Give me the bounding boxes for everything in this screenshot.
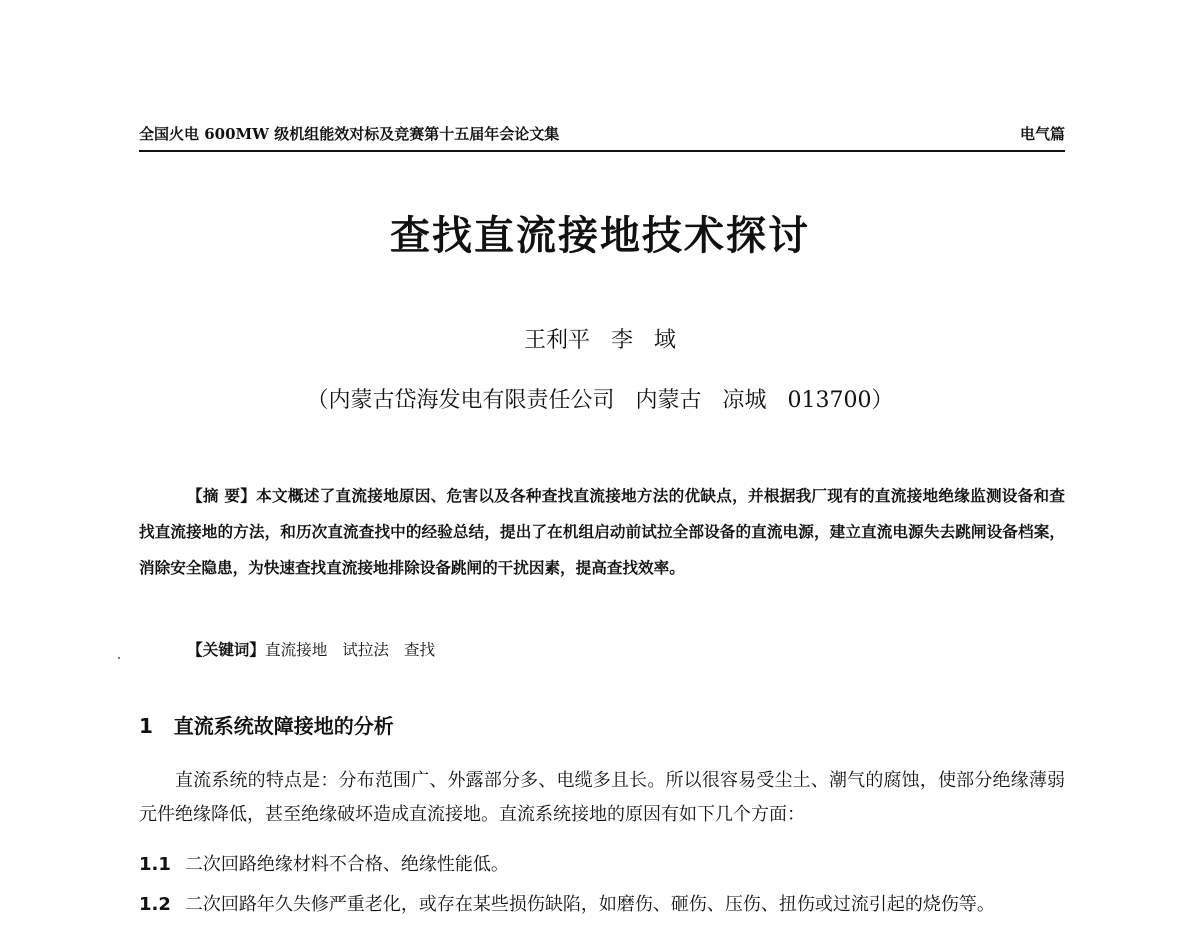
item-text: 二次回路年久失修严重老化，或存在某些损伤缺陷，如磨伤、砸伤、压伤、扭伤或过流引起的烧伤等。 [184,894,995,915]
authors: 王利平 李 域 [524,328,676,353]
affiliation: （内蒙古岱海发电有限责任公司 内蒙古 凉城 013700） [306,388,894,413]
body-paragraph: 直流系统的特点是：分布范围广、外露部分多、电缆多且长。所以很容易受尘土、潮气的腐蚀，使部分绝缘薄弱元件绝缘降低，甚至绝缘破坏造成直流接地。直流系统接地的原因有如下几个方面： [139,770,1065,825]
list-item [139,848,1065,882]
abstract [139,478,1065,586]
running-header [139,120,1065,152]
section-category: 电气篇 [1019,125,1065,143]
scan-speck [118,657,120,659]
item-number: 1.2 [139,894,171,915]
keywords [187,632,435,668]
item-number: 1.1 [139,854,171,875]
paper-title: 查找直流接地技术探讨 [390,213,810,259]
keywords-text: 直流接地 试拉法 查找 [264,641,436,659]
item-text: 二次回路绝缘材料不合格、绝缘性能低。 [184,854,509,875]
section-heading: 1 直流系统故障接地的分析 [139,714,394,738]
keywords-label: 【关键词】 [187,640,265,659]
proceedings-title: 全国火电 600MW 级机组能效对标及竞赛第十五届年会论文集 [139,125,560,143]
list-item [139,888,1065,922]
abstract-label: 【摘 要】 [187,486,257,505]
abstract-text: 本文概述了直流接地原因、危害以及各种查找直流接地方法的优缺点，并根据我厂现有的直流接地绝缘监测设备和查找直流接地的方法，和历次直流查找中的经验总结，提出了在机组启动前试拉全部设备的直流电源，建立直流电源失去跳闸设备档案，消除安全隐患，为快速查找直流接地排除设备跳闸的干扰因素，提高查找效率。 [139,486,1065,577]
